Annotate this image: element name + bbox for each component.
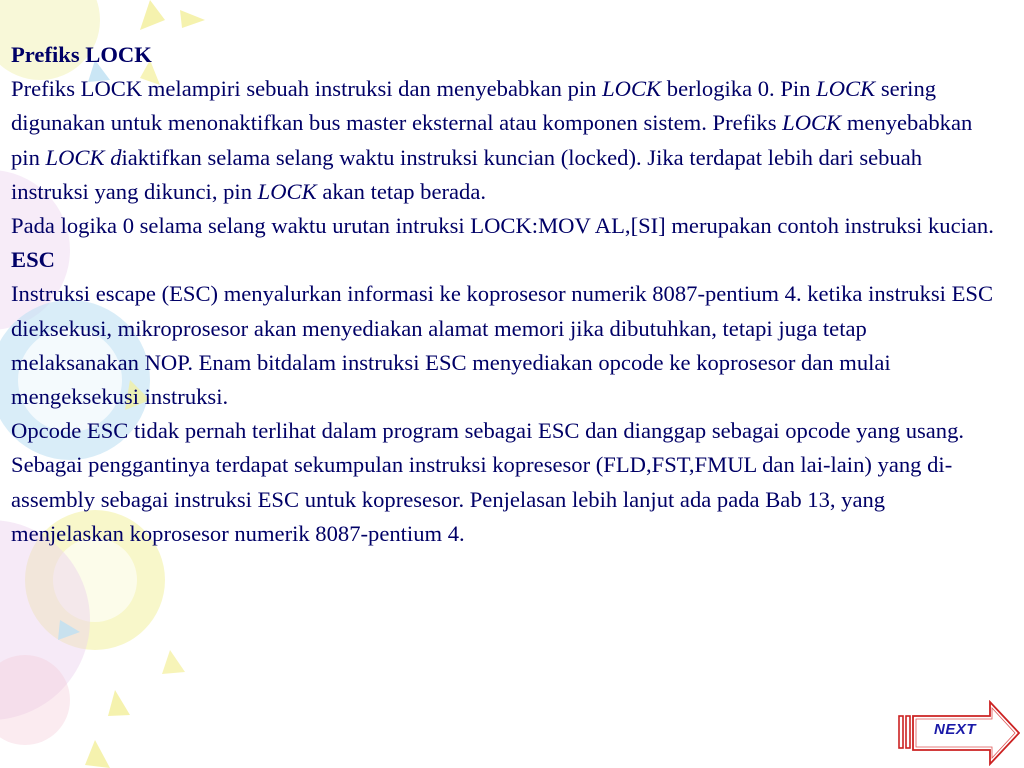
text-run: Prefiks LOCK melampiri sebuah instruksi dan menyebabkan pin [11,76,603,102]
lock-pin-italic: LOCK [816,76,876,102]
text-run: iaktifkan selama selang waktu instruksi kuncian (locked). Jika terdapat lebih dari sebuah instruksi yang dikunci, pin [11,144,923,204]
text-run: berlogika 0. Pin [661,76,817,102]
lock-pin-italic: LOCK [782,110,842,136]
text-run: menyebabkan pin [11,110,973,170]
lock-pin-italic: LOCK d [45,144,122,170]
lock-pin-italic: LOCK [602,76,662,102]
text-run: sering digunakan untuk menonaktifkan bus master eksternal atau komponen sistem. Prefiks [11,76,937,136]
text-run: akan tetap berada. [316,178,487,204]
esc-heading: ESC [11,247,55,273]
esc-paragraph-1: Instruksi escape (ESC) menyalurkan informasi ke koprosesor numerik 8087-pentium 4. ketika instruksi ESC dieksekusi, mikroprosesor akan menyediakan alamat memori jika dibutuhkan, tetapi juga tetap melaksanakan NOP. Enam bitdalam instruksi ESC menyediakan opcode ke koprosesor dan mulai mengeksekusi instruksi. [11,281,994,410]
next-button-label: NEXT [933,721,976,738]
lock-paragraph-1 [11,72,996,209]
slide-content [11,38,996,551]
next-button[interactable] [898,700,1020,766]
lock-pin-italic: LOCK [257,178,317,204]
lock-paragraph-2: Pada logika 0 selama selang waktu urutan intruksi LOCK:MOV AL,[SI] merupakan contoh instruksi kucian. [11,213,994,239]
esc-paragraph-2: Opcode ESC tidak pernah terlihat dalam program sebagai ESC dan dianggap sebagai opcode yang usang. Sebagai penggantinya terdapat sekumpulan instruksi kopresesor (FLD,FST,FMUL dan lai-lain) yang di-assembly sebagai instruksi ESC untuk kopresesor. Penjelasan lebih lanjut ada pada Bab 13, yang menjelaskan koprosesor numerik 8087-pentium 4. [11,418,965,546]
lock-heading: Prefiks LOCK [11,42,152,67]
